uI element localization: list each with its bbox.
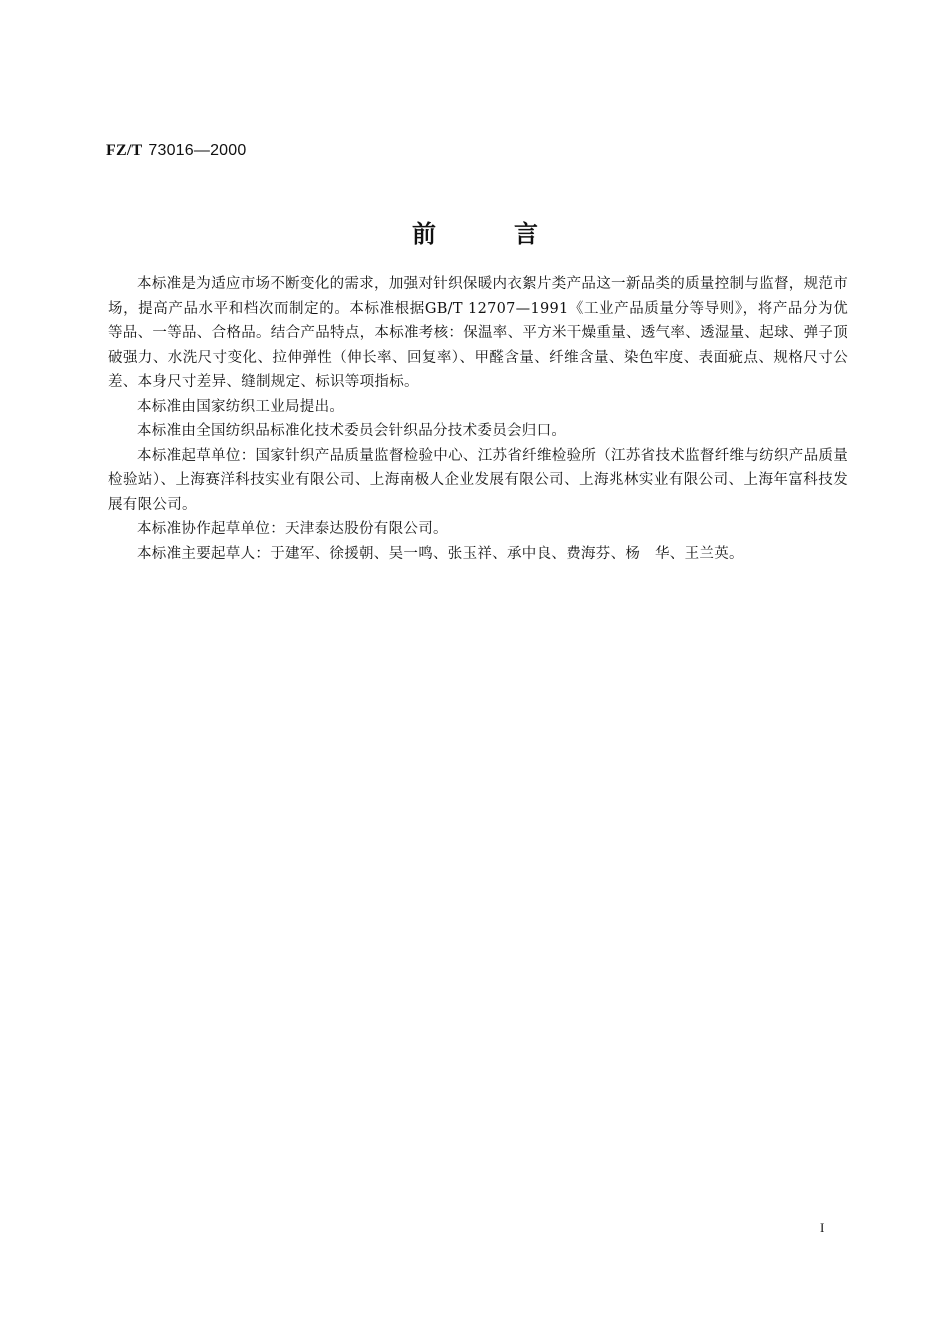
standard-code-prefix: FZ/T <box>106 142 143 159</box>
standard-code <box>106 142 246 160</box>
paragraph-drafting-units: 本标准起草单位：国家针织产品质量监督检验中心、江苏省纤维检验所（江苏省技术监督纤维与纺织产品质量检验站）、上海赛洋科技实业有限公司、上海南极人企业发展有限公司、上海兆林实业有限公司、上海年富科技发展有限公司。 <box>108 447 848 513</box>
foreword-body <box>108 272 848 566</box>
paragraph-cooperating-unit: 本标准协作起草单位：天津泰达股份有限公司。 <box>137 521 448 537</box>
paragraph-proposer: 本标准由国家纺织工业局提出。 <box>137 398 345 415</box>
standard-code-number: 73016—2000 <box>148 142 247 159</box>
page-number: I <box>820 1220 825 1235</box>
paragraph-committee: 本标准由全国纺织品标准化技术委员会针织品分技术委员会归口。 <box>137 423 567 439</box>
paragraph-purpose: 本标准是为适应市场不断变化的需求，加强对针织保暖内衣絮片类产品这一新品类的质量控制与监督，规范市场，提高产品水平和档次而制定的。本标准根据GB/T 12707—1991《工业产品质量分等导则》，将产品分为优等品、一等品、合格品。结合产品特点，本标准考核：保温率、平方米干燥重量、透气率、透湿量、起球、弹子顶破强力、水洗尺寸变化、拉伸弹性（伸长率、回复率）、甲醛含量、纤维含量、染色牢度、表面疵点、规格尺寸公差、本身尺寸差异、缝制规定、标识等项指标。 <box>108 276 848 390</box>
paragraph-drafters: 本标准主要起草人：于建军、徐援朝、吴一鸣、张玉祥、承中良、费海芬、杨 华、王兰英。 <box>137 545 744 562</box>
page-title: 前言 <box>412 219 616 248</box>
